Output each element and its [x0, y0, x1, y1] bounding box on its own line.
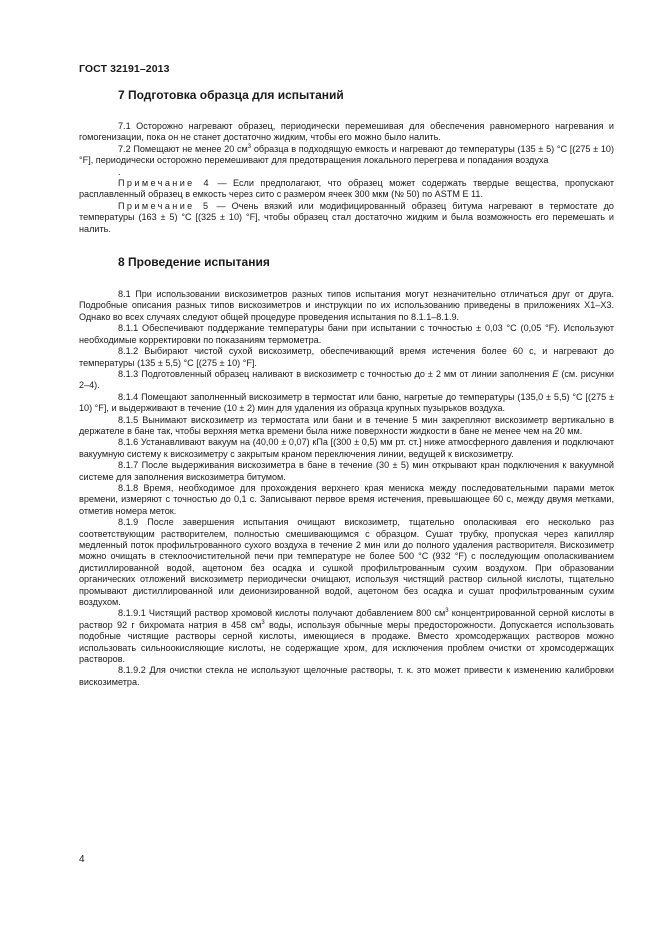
paragraph-8-1-3-text-cont: (см. рисунки 2–4).: [79, 368, 614, 391]
paragraph-8-1-7: 8.1.7 После выдерживания вискозиметра в бане в течение (30 ± 5) мин открывают кран подключения к вакуумной системе для заполнения вискозиметра битумом.: [79, 460, 614, 482]
paragraph-7-2: [79, 144, 614, 167]
note-5-label: Примечание 5: [118, 200, 211, 211]
paragraph-8-1: 8.1 При использовании вискозиметров разных типов испытания могут незначительно отличаться друг от друга. Подробные описания разных типов вискозиметров и инструкции по их использованию приведены в приложениях Х1–Х3. Однако во всех случаях следуют общей процедуре проведения испытания по 8.1.1–8.1.9.: [79, 289, 614, 322]
italic-letter: Е: [552, 368, 559, 379]
paragraph-8-1-9-1-text-end: воды, используя обычные меры предосторожности. Допускается использовать подобные чистящие растворы серной кислоты, имеющиеся в продаже. Вместо хромсодержащих растворов можно использовать сильноокисляющие кислоты, не содержащие хром, для исключения проблем очистки от хромсодержащих растворов.: [79, 619, 614, 665]
superscript: 3: [445, 608, 449, 615]
paragraph-7-2-text-cont: образца в подходящую емкость и нагревают до температуры (135 ± 5) °С [(275 ± 10) °F], периодически осторожно перемешивают для предотвращения локального перегрева и попадания воздуха: [79, 143, 614, 166]
superscript: 3: [261, 619, 265, 626]
section-7-heading: 7 Подготовка образца для испытаний: [118, 88, 344, 102]
note-4-text: — Если предполагают, что образец может содержать твердые вещества, пропускают расплавленный образец в емкость через сито с размером ячеек 300 мкм (№ 50) по ASTM E 11.: [79, 178, 614, 200]
paragraph-8-1-6: 8.1.6 Устанавливают вакуум на (40,00 ± 0,07) кПа [(300 ± 0,5) мм рт. ст.] ниже атмосферного давления и подключают вакуумную систему к вискозиметру с закрытым краном переключения линии, ведущей к вискозиметру.: [79, 437, 614, 459]
paragraph-7-1: 7.1 Осторожно нагревают образец, периодически перемешивая для обеспечения равномерного нагревания и гомогенизации, пока он не станет достаточно жидким, чтобы его можно было налить.: [79, 121, 614, 143]
paragraph-8-1-2: 8.1.2 Выбирают чистой сухой вискозиметр, обеспечивающий время истечения более 60 с, и нагревают до температуры (135 ± 5,5) °С [(275 ± 10) °F].: [79, 346, 614, 368]
standard-header: ГОСТ 32191–2013: [79, 63, 170, 75]
paragraph-8-1-4: 8.1.4 Помещают заполненный вискозиметр в термостат или баню, нагретые до температуры (135,0 ± 5,5) °С [(275 ± 10) °F], и выдерживают в течение (10 ± 2) мин для удаления из образца крупных пузырьков воздуха.: [79, 391, 614, 414]
paragraph-8-1-3-text: 8.1.3 Подготовленный образец наливают в вискозиметр с точностью до ± 2 мм от линии заполнения: [118, 368, 553, 379]
note-4-label: Примечание 4: [118, 178, 211, 189]
page-number: 4: [79, 854, 85, 865]
stray-dot: .: [118, 166, 121, 177]
section-8-heading: 8 Проведение испытания: [118, 255, 270, 270]
note-4: [79, 178, 614, 201]
paragraph-8-1-1: 8.1.1 Обеспечивают поддержание температуры бани при испытании с точностью ± 0,03 °С (0,05 °F). Используют необходимые корректировки по показаниям термометра.: [79, 323, 614, 345]
paragraph-8-1-9-2: 8.1.9.2 Для очистки стекла не используют щелочные растворы, т. к. это может привести к изменению калибровки вискозиметра.: [79, 665, 614, 687]
document-body: [79, 82, 614, 688]
superscript: 3: [247, 143, 252, 150]
paragraph-8-1-3: [79, 369, 614, 392]
paragraph-8-1-9: 8.1.9 После завершения испытания очищают вискозиметр, тщательно ополаскивая его несколько раз соответствующим растворителем, полностью смешивающимся с образцом. Сушат трубку, пропуская через капилляр медленный поток профильтрованного сухого воздуха в течение 2 мин или до полного удаления растворителя. Вискозиметр можно очищать в стеклоочистительной печи при температуре не более 500 °С (932 °F) с последующим ополаскиванием дистиллированной водой, ацетоном без осадка и сушкой профильтрованным сухим воздухом. При образовании органических отложений вискозиметр периодически очищают, используя чистящий раствор сильной кислоты, тщательно промывают дистиллированной или деионизированной водой, ацетоном без осадка и сушат профильтрованным сухим воздухом.: [79, 517, 614, 608]
paragraph-8-1-8: 8.1.8 Время, необходимое для прохождения верхнего края мениска между последовательными парами меток времени, измеряют с точностью до 0,1 с. Записывают первое время истечения, превышающее 60 с, между двумя метками, отметив номера меток.: [79, 482, 614, 516]
note-5: [79, 201, 614, 235]
paragraph-8-1-5: 8.1.5 Вынимают вискозиметр из термостата или бани и в течение 5 мин закрепляют вискозиметр вертикально в держателе в бане так, чтобы верхняя метка времени была ниже поверхности жидкости в бане не менее чем на 20 мм.: [79, 414, 614, 436]
paragraph-8-1-9-1-text: 8.1.9.1 Чистящий раствор хромовой кислоты получают добавлением 800 см: [118, 608, 446, 619]
paragraph-7-2-text: 7.2 Помещают не менее 20 см: [118, 143, 248, 154]
paragraph-8-1-9-1: [79, 608, 614, 665]
note-5-text: — Очень вязкий или модифицированный образец битума нагревают в термостате до температуры (163 ± 5) °С [(325 ± 10) °F], чтобы образец стал достаточно жидким и была возможность его перемешать и налить.: [79, 200, 614, 234]
paragraph-8-1-9-1-text-cont: концентрированной серной кислоты в раствор 92 г бихромата натрия в 458 см: [79, 608, 614, 630]
